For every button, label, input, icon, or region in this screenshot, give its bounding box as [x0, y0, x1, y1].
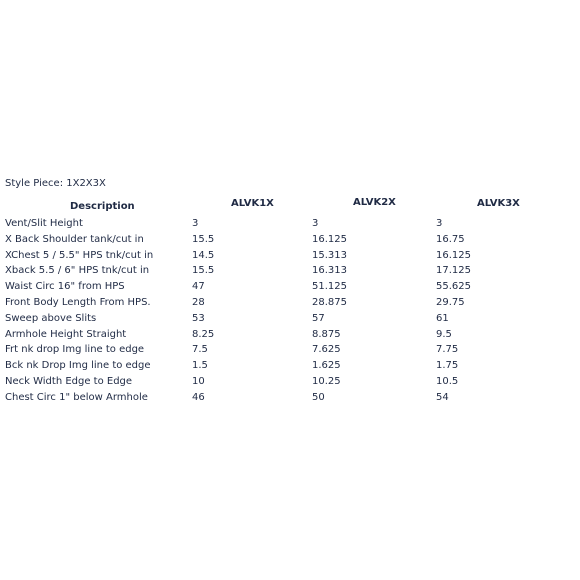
row-value-alvk1x: 1.5 [192, 360, 208, 372]
row-value-alvk3x: 54 [436, 391, 449, 403]
table-row [0, 342, 580, 358]
row-value-alvk1x: 47 [192, 281, 205, 293]
row-value-alvk3x: 7.75 [436, 344, 459, 356]
row-value-alvk1x: 28 [192, 296, 205, 308]
table-row [0, 311, 580, 327]
spec-table [0, 198, 580, 406]
row-description: Front Body Length From HPS. [5, 296, 151, 308]
row-value-alvk2x: 10.25 [312, 375, 341, 387]
row-value-alvk2x: 50 [312, 391, 325, 403]
row-value-alvk1x: 3 [192, 218, 199, 229]
row-value-alvk1x: 53 [192, 312, 205, 324]
row-value-alvk2x: 57 [312, 312, 325, 324]
table-row [0, 295, 580, 311]
row-value-alvk3x: 1.75 [436, 360, 459, 372]
row-description: Neck Width Edge to Edge [5, 375, 133, 387]
row-value-alvk2x: 15.313 [312, 249, 347, 261]
row-description: Frt nk drop Img line to edge [5, 344, 145, 356]
table-row [0, 279, 580, 295]
column-header-description: Description [70, 201, 135, 212]
row-value-alvk3x: 3 [436, 218, 443, 229]
row-description: Chest Circ 1" below Armhole [5, 391, 148, 403]
column-header-alvk2x: ALVK2X [353, 197, 396, 208]
table-row [0, 232, 580, 248]
row-value-alvk3x: 16.75 [436, 233, 465, 245]
row-value-alvk3x: 29.75 [436, 296, 465, 308]
table-row [0, 390, 580, 406]
row-value-alvk3x: 17.125 [436, 265, 471, 277]
table-row [0, 358, 580, 374]
table-row [0, 327, 580, 343]
row-value-alvk1x: 46 [192, 391, 205, 403]
row-description: X Back Shoulder tank/cut in [5, 233, 144, 245]
row-description: XChest 5 / 5.5" HPS tnk/cut in [5, 249, 154, 261]
row-value-alvk1x: 7.5 [192, 344, 208, 356]
row-value-alvk1x: 15.5 [192, 233, 215, 245]
row-value-alvk1x: 15.5 [192, 265, 215, 277]
row-value-alvk2x: 8.875 [312, 328, 341, 340]
row-value-alvk2x: 3 [312, 218, 319, 229]
table-row [0, 248, 580, 264]
table-row [0, 216, 580, 232]
column-header-alvk1x: ALVK1X [231, 198, 274, 209]
row-description: Armhole Height Straight [5, 328, 127, 340]
row-description: Bck nk Drop Img line to edge [5, 360, 151, 372]
row-value-alvk3x: 10.5 [436, 375, 459, 387]
table-header-row [0, 198, 580, 216]
row-value-alvk2x: 16.313 [312, 265, 347, 277]
table-row [0, 374, 580, 390]
row-description: Vent/Slit Height [5, 218, 83, 229]
row-value-alvk1x: 14.5 [192, 249, 215, 261]
column-header-alvk3x: ALVK3X [477, 198, 520, 209]
row-value-alvk3x: 16.125 [436, 249, 471, 261]
row-value-alvk3x: 9.5 [436, 328, 452, 340]
row-value-alvk3x: 55.625 [436, 281, 471, 293]
row-description: Xback 5.5 / 6" HPS tnk/cut in [5, 265, 150, 277]
row-description: Sweep above Slits [5, 312, 97, 324]
row-value-alvk1x: 10 [192, 375, 205, 387]
style-piece-label: Style Piece: 1X2X3X [5, 178, 106, 189]
row-value-alvk2x: 16.125 [312, 233, 347, 245]
row-value-alvk2x: 1.625 [312, 360, 341, 372]
table-row [0, 263, 580, 279]
row-value-alvk2x: 7.625 [312, 344, 341, 356]
row-value-alvk2x: 51.125 [312, 281, 347, 293]
row-value-alvk2x: 28.875 [312, 296, 347, 308]
row-value-alvk3x: 61 [436, 312, 449, 324]
row-value-alvk1x: 8.25 [192, 328, 215, 340]
row-description: Waist Circ 16" from HPS [5, 281, 125, 293]
